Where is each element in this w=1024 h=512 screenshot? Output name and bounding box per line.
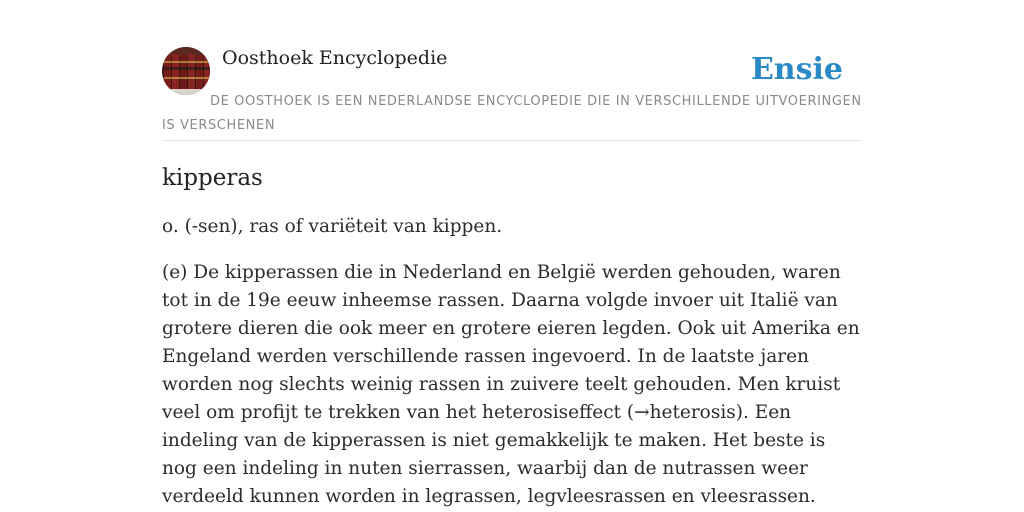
encyclopedia-books-icon[interactable] <box>162 47 210 95</box>
entry-definition: o. (-sen), ras of variëteit van kippen. <box>162 216 503 237</box>
site-header <box>162 46 862 141</box>
ensie-logo-link[interactable]: Ensie <box>750 52 843 87</box>
entry-headword: kipperas <box>162 165 263 191</box>
site-title[interactable]: Oosthoek Encyclopedie <box>222 47 448 69</box>
site-tagline: DE OOSTHOEK IS EEN NEDERLANDSE ENCYCLOPEDIE DIE IN VERSCHILLENDE UITVOERINGEN IS VERSCHENEN <box>162 94 862 133</box>
entry-content <box>162 160 862 511</box>
entry-body: (e) De kipperassen die in Nederland en België werden gehouden, waren tot in de 19e eeuw inheemse rassen. Daarna volgde invoer uit Italië van grotere dieren die ook meer en grotere eieren legden. Ook uit Amerika en Engeland werden verschillende rassen ingevoerd. In de laatste jaren worden nog slechts weinig rassen in zuivere teelt gehouden. Men kruist veel om profijt te trekken van het heterosiseffect (→heterosis). Een indeling van de kipperassen is niet gemakkelijk te maken. Het beste is nog een indeling in nuten sierrassen, waarbij dan de nutrassen weer verdeeld kunnen worden in legrassen, legvleesrassen en vleesrassen. <box>162 262 860 507</box>
